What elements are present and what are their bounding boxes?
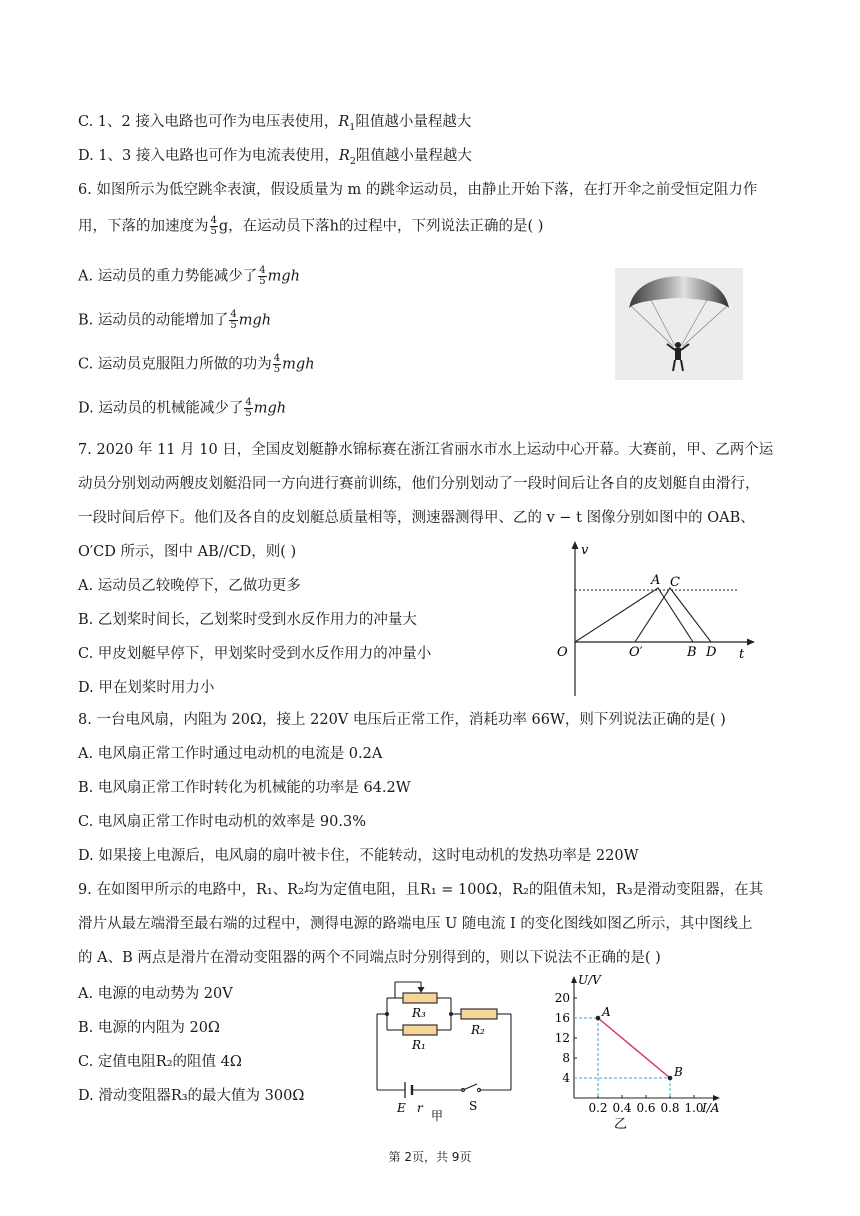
y-axis-arrow <box>571 976 577 983</box>
q7-stem-line1: 7. 2020 年 11 月 10 日，全国皮划艇静水锦标赛在浙江省丽水市水上运动中心开幕。大赛前，甲、乙两个运 <box>78 442 774 458</box>
label-S: S <box>469 1099 478 1113</box>
label-R3: R₃ <box>412 1006 426 1020</box>
q8-option-b: B. 电风扇正常工作时转化为机械能的功率是 64.2W <box>78 780 411 796</box>
y-tick-label: 12 <box>554 1031 570 1045</box>
x-tick-label: 1.0 <box>684 1101 704 1115</box>
u-i-line <box>598 1018 670 1078</box>
q6-option-d: D. 运动员的机械能减少了 $\frac{4}{5}$ mgh <box>78 397 287 419</box>
q9-option-a: A. 电源的电动势为 20V <box>78 986 233 1002</box>
q8-option-c: C. 电风扇正常工作时电动机的效率是 90.3% <box>78 814 366 830</box>
y-tick-label: 20 <box>554 991 570 1005</box>
y-tick-label: 4 <box>562 1071 570 1085</box>
q9-option-b: B. 电源的内阻为 20Ω <box>78 1020 220 1036</box>
vt-graph <box>555 538 755 700</box>
label-C: C <box>670 575 680 590</box>
label-E: E <box>397 1101 406 1115</box>
point-A <box>596 1016 601 1021</box>
q8-option-d: D. 如果接上电源后，电风扇的扇叶被卡住，不能转动，这时电动机的发热功率是 220W <box>78 848 639 864</box>
q9-option-c: C. 定值电阻R₂的阻值 4Ω <box>78 1054 242 1070</box>
label-R1: R₁ <box>412 1038 426 1052</box>
circuit-diagram <box>365 974 525 1124</box>
q6-option-a: A. 运动员的重力势能减少了 $\frac{4}{5}$ mgh <box>78 265 300 287</box>
label-O: O <box>557 645 568 660</box>
label-v: v <box>581 543 589 558</box>
label-R2: R₂ <box>471 1023 485 1037</box>
q6-stem-line2: 用，下落的加速度为 $\frac{4}{5}$ g，在运动员下落h的过程中，下列说法正确的是( ) <box>78 215 544 237</box>
x-tick-label: 0.2 <box>588 1101 608 1115</box>
caption-jia: 甲 <box>431 1109 444 1123</box>
point-B <box>668 1076 673 1081</box>
caption-yi: 乙 <box>614 1117 628 1130</box>
q9-stem-line1: 9. 在如图甲所示的电路中，R₁、R₂均为定值电阻，且R₁ = 100Ω，R₂的阻值未知，R₃是滑动变阻器，在其 <box>78 882 764 898</box>
ui-graph <box>540 970 730 1130</box>
label-B: B <box>687 645 697 660</box>
q7-option-a: A. 运动员乙较晚停下，乙做功更多 <box>78 578 301 594</box>
x-tick-label: 0.8 <box>660 1101 680 1115</box>
label-D: D <box>706 645 717 660</box>
y-tick-label: 8 <box>562 1051 570 1065</box>
y-axis-label: U/V <box>578 973 601 987</box>
q8-option-a: A. 电风扇正常工作时通过电动机的电流是 0.2A <box>78 746 383 762</box>
label-O2: O′ <box>629 645 643 660</box>
q6-option-b: B. 运动员的动能增加了 $\frac{4}{5}$ mgh <box>78 309 272 331</box>
label-r: r <box>417 1101 423 1115</box>
q9-stem-line2: 滑片从最左端滑至最右端的过程中，测得电源的路端电压 U 随电流 I 的变化图线如图乙所示，其中图线上 <box>78 916 753 932</box>
line-OAB <box>575 588 693 642</box>
q9-option-d: D. 滑动变阻器R₃的最大值为 300Ω <box>78 1088 305 1104</box>
point-label-B: B <box>674 1065 683 1079</box>
q7-option-d: D. 甲在划桨时用力小 <box>78 680 215 696</box>
q6-stem-line1: 6. 如图所示为低空跳伞表演，假设质量为 m 的跳伞运动员，由静止开始下落，在打开伞之前受恒定阻力作 <box>78 182 758 198</box>
q9-stem-line3: 的 A、B 两点是滑片在滑动变阻器的两个不同端点时分别得到的，则以下说法不正确的是( ) <box>78 950 661 966</box>
parachute-photo <box>615 268 743 380</box>
q7-option-b: B. 乙划桨时间长，乙划桨时受到水反作用力的冲量大 <box>78 612 417 628</box>
x-tick-label: 0.6 <box>636 1101 656 1115</box>
point-label-A: A <box>602 1005 611 1019</box>
q5-option-c: C. 1、2 接入电路也可作为电压表使用，$R_1$阻值越小量程越大 <box>78 114 472 133</box>
q7-stem-line3: 一段时间后停下。他们及各自的皮划艇总质量相等，测速器测得甲、乙的 v − t 图像分别如图中的 OAB、 <box>78 510 755 526</box>
x-axis-label: I/A <box>702 1101 720 1115</box>
q5-option-d: D. 1、3 接入电路也可作为电流表使用，$R_2$阻值越小量程越大 <box>78 148 472 167</box>
q7-stem-line2: 动员分别划动两艘皮划艇沿同一方向进行赛前训练，他们分别划动了一段时间后让各自的皮划艇自由滑行， <box>78 476 760 492</box>
x-tick-label: 0.4 <box>612 1101 632 1115</box>
label-t: t <box>739 647 745 662</box>
q7-stem-line4: O′CD 所示，图中 AB//CD，则( ) <box>78 544 297 560</box>
q7-option-c: C. 甲皮划艇早停下，甲划桨时受到水反作用力的冲量小 <box>78 646 432 662</box>
y-tick-label: 16 <box>554 1011 570 1025</box>
label-A: A <box>651 573 661 588</box>
q6-option-c: C. 运动员克服阻力所做的功为 $\frac{4}{5}$ mgh <box>78 353 315 375</box>
fraction: $\frac{4}{5}$ <box>210 215 217 237</box>
q8-stem: 8. 一台电风扇，内阻为 20Ω，接上 220V 电压后正常工作，消耗功率 66W，则下列说法正确的是( ) <box>78 712 726 728</box>
page-footer: 第 2页，共 9页 <box>388 1150 472 1164</box>
